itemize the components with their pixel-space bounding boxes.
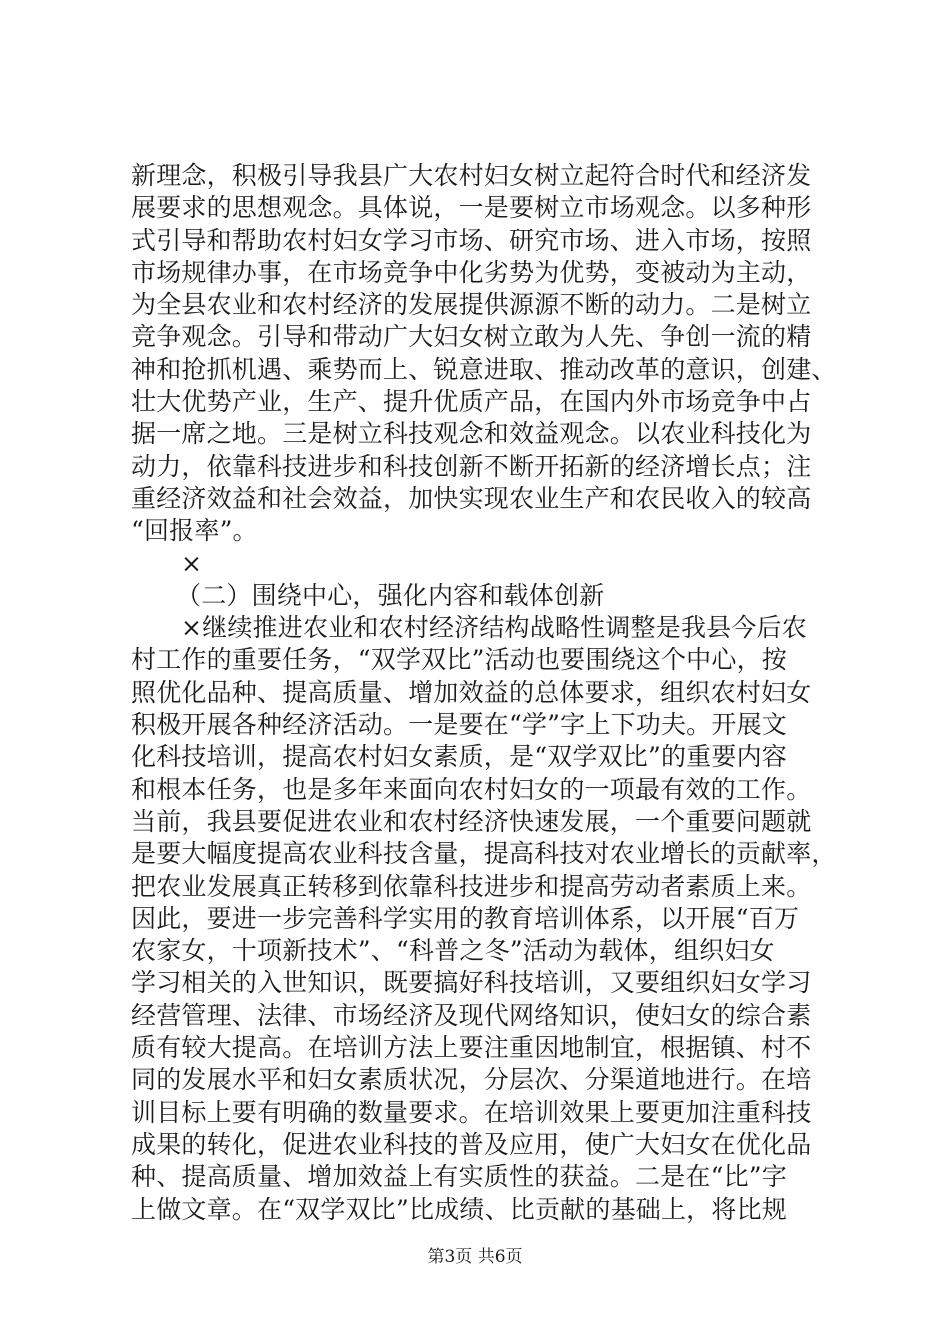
text-line: 新理念，积极引导我县广大农村妇女树立起符合时代和经济发 — [131, 161, 812, 190]
text-line: 积极开展各种经济活动。一是要在“学”字上下功夫。开展文 — [131, 710, 787, 740]
text-line: 据一席之地。三是树立科技观念和效益观念。以农业科技化为 — [131, 419, 812, 449]
text-line: 训目标上要有明确的数量要求。在培训效果上要更加注重科技 — [131, 1097, 812, 1127]
text-line: 经营管理、法律、市场经济及现代网络知识，使妇女的综合素 — [131, 1000, 812, 1030]
text-line: 质有较大提高。在培训方法上要注重因地制宜，根据镇、村不 — [131, 1033, 812, 1063]
text-line: 当前，我县要促进农业和农村经济快速发展，一个重要问题就 — [131, 806, 812, 836]
text-line: 重经济效益和社会效益，加快实现农业生产和农民收入的较高 — [131, 483, 812, 513]
text-line: 种、提高质量、增加效益上有实质性的获益。二是在“比”字 — [131, 1162, 787, 1192]
text-line: 上做文章。在“双学双比”比成绩、比贡献的基础上，将比规 — [131, 1194, 787, 1224]
body-text — [131, 160, 837, 1226]
text-line: 学习相关的入世知识，既要搞好科技培训，又要组织妇女学习 — [131, 968, 812, 998]
text-line: 农家女，十项新技术”、“科普之冬”活动为载体，组织妇女 — [131, 936, 775, 966]
text-line: 展要求的思想观念。具体说，一是要树立市场观念。以多种形 — [131, 193, 812, 223]
text-line: 同的发展水平和妇女素质状况，分层次、分渠道地进行。在培 — [131, 1065, 812, 1095]
text-line: 因此，要进一步完善科学实用的教育培训体系，以开展“百万 — [131, 903, 800, 933]
text-line: 和根本任务，也是多年来面向农村妇女的一项最有效的工作。 — [131, 774, 812, 804]
text-line: “回报率”。 — [131, 516, 258, 546]
text-line: 式引导和帮助农村妇女学习市场、研究市场、进入市场，按照 — [131, 225, 812, 255]
text-line: 壮大优势产业，生产、提升优质产品，在国内外市场竞争中占 — [131, 387, 812, 417]
text-line: 成果的转化，促进农业科技的普及应用，使广大妇女在优化品 — [131, 1129, 812, 1159]
text-line: 是要大幅度提高农业科技含量，提高科技对农业增长的贡献率， — [131, 839, 837, 869]
text-line: 为全县农业和农村经济的发展提供源源不断的动力。二是树立 — [131, 290, 812, 320]
text-line: 动力，依靠科技进步和科技创新不断开拓新的经济增长点；注 — [131, 451, 812, 481]
text-line: 神和抢抓机遇、乘势而上、锐意进取、推动改革的意识，创建、 — [131, 354, 837, 384]
page-footer: 第3页 共6页 — [427, 1247, 523, 1267]
text-line: 村工作的重要任务，“双学双比”活动也要围绕这个中心，按 — [131, 645, 787, 675]
text-line: 化科技培训，提高农村妇女素质，是“双学双比”的重要内容 — [131, 742, 787, 772]
text-line: 市场规律办事，在市场竞争中化劣势为优势，变被动为主动， — [131, 257, 812, 287]
text-line: （二）围绕中心，强化内容和载体创新 — [176, 580, 605, 610]
text-line: × — [181, 548, 203, 578]
text-line: 竞争观念。引导和带动广大妇女树立敢为人先、争创一流的精 — [131, 322, 812, 352]
text-line: 把农业发展真正转移到依靠科技进步和提高劳动者素质上来。 — [131, 871, 812, 901]
text-line: 照优化品种、提高质量、增加效益的总体要求，组织农村妇女 — [131, 677, 812, 707]
text-line: ×继续推进农业和农村经济结构战略性调整是我县今后农 — [181, 613, 807, 643]
